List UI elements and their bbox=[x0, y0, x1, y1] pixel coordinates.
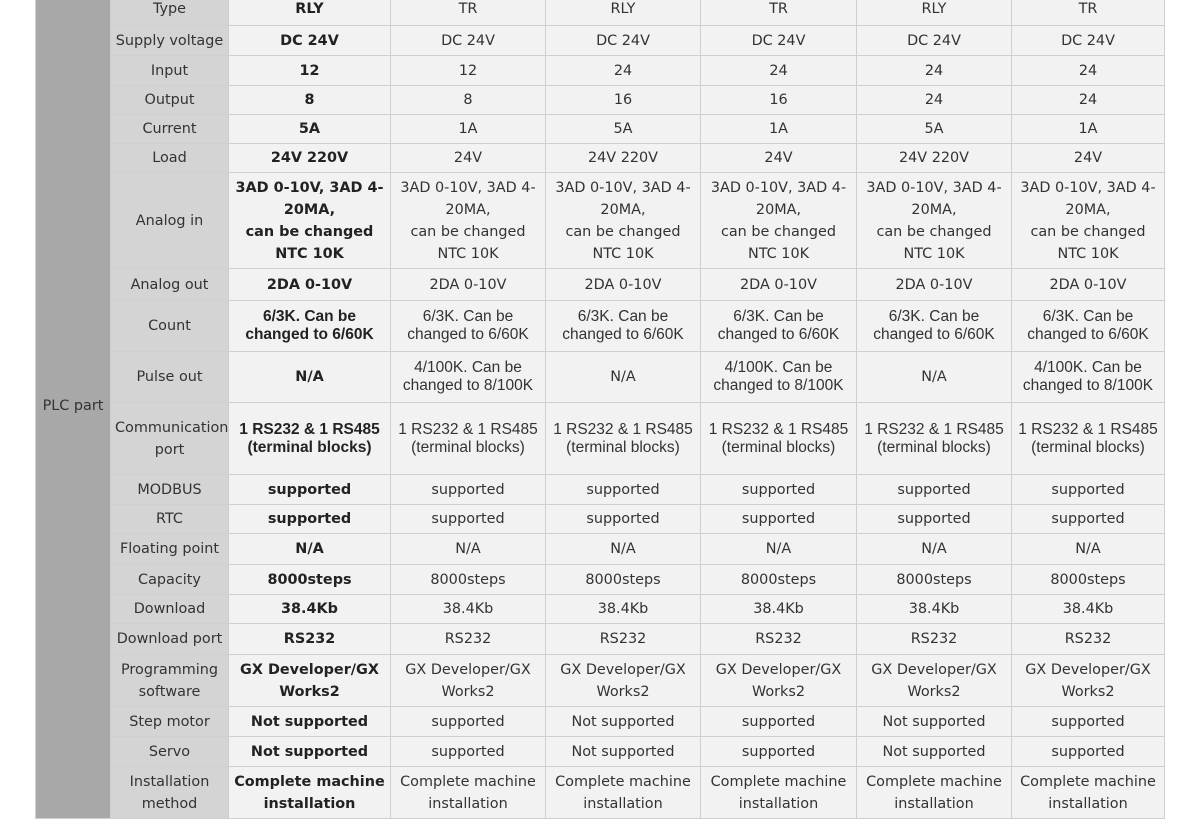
table-cell: 24 bbox=[1012, 56, 1165, 86]
table-cell: N/A bbox=[1012, 534, 1165, 565]
row-label-modbus: MODBUS bbox=[111, 475, 229, 505]
table-cell: 24 bbox=[857, 56, 1012, 86]
table-cell: supported bbox=[229, 505, 391, 534]
table-cell: supported bbox=[546, 475, 701, 505]
table-cell: supported bbox=[701, 505, 857, 534]
table-cell: GX Developer/GX Works2 bbox=[391, 655, 546, 707]
table-cell: 2DA 0-10V bbox=[546, 269, 701, 301]
table-cell: 1 RS232 & 1 RS485 (terminal blocks) bbox=[229, 403, 391, 475]
table-cell: GX Developer/GX Works2 bbox=[1012, 655, 1165, 707]
table-row bbox=[36, 269, 1165, 301]
table-cell: RS232 bbox=[857, 624, 1012, 655]
table-cell: N/A bbox=[701, 534, 857, 565]
table-cell: 12 bbox=[391, 56, 546, 86]
table-cell: N/A bbox=[857, 534, 1012, 565]
group-label-plc-part: PLC part bbox=[36, 0, 111, 819]
row-label-communication-port: Communication port bbox=[111, 403, 229, 475]
table-cell: N/A bbox=[229, 352, 391, 403]
table-cell: 5A bbox=[229, 115, 391, 144]
table-cell: RS232 bbox=[546, 624, 701, 655]
table-cell: 3AD 0-10V, 3AD 4-20MA, can be changed NTC 10K bbox=[701, 173, 857, 269]
row-label-rtc: RTC bbox=[111, 505, 229, 534]
table-cell: supported bbox=[546, 505, 701, 534]
table-cell: RLY bbox=[229, 0, 391, 26]
table-row bbox=[36, 655, 1165, 707]
table-cell: 8000steps bbox=[229, 565, 391, 595]
table-cell: supported bbox=[391, 505, 546, 534]
table-cell: 2DA 0-10V bbox=[1012, 269, 1165, 301]
row-label-analog-out: Analog out bbox=[111, 269, 229, 301]
table-cell: 12 bbox=[229, 56, 391, 86]
table-row bbox=[36, 144, 1165, 173]
table-cell: 24V 220V bbox=[229, 144, 391, 173]
row-label-step-motor: Step motor bbox=[111, 707, 229, 737]
table-cell: TR bbox=[701, 0, 857, 26]
table-row bbox=[36, 624, 1165, 655]
table-row bbox=[36, 534, 1165, 565]
table-cell: supported bbox=[701, 707, 857, 737]
table-cell: 38.4Kb bbox=[701, 595, 857, 624]
table-row bbox=[36, 565, 1165, 595]
table-cell: 8000steps bbox=[1012, 565, 1165, 595]
plc-spec-table bbox=[35, 0, 1165, 819]
table-cell: RLY bbox=[546, 0, 701, 26]
table-row bbox=[36, 403, 1165, 475]
table-cell: RS232 bbox=[391, 624, 546, 655]
table-cell: 8000steps bbox=[857, 565, 1012, 595]
table-cell: Not supported bbox=[546, 737, 701, 767]
table-cell: DC 24V bbox=[391, 26, 546, 56]
table-cell: 1A bbox=[701, 115, 857, 144]
table-cell: RS232 bbox=[701, 624, 857, 655]
row-label-programming-software: Programming software bbox=[111, 655, 229, 707]
row-label-installation-method: Installation method bbox=[111, 767, 229, 819]
table-row bbox=[36, 301, 1165, 352]
table-cell: 24V bbox=[701, 144, 857, 173]
table-cell: 3AD 0-10V, 3AD 4-20MA, can be changed NTC 10K bbox=[391, 173, 546, 269]
table-cell: 6/3K. Can be changed to 6/60K bbox=[1012, 301, 1165, 352]
table-cell: 1A bbox=[1012, 115, 1165, 144]
row-label-load: Load bbox=[111, 144, 229, 173]
table-cell: GX Developer/GX Works2 bbox=[701, 655, 857, 707]
table-cell: 1 RS232 & 1 RS485 (terminal blocks) bbox=[857, 403, 1012, 475]
table-cell: TR bbox=[1012, 0, 1165, 26]
row-label-count: Count bbox=[111, 301, 229, 352]
table-row bbox=[36, 115, 1165, 144]
table-cell: 8 bbox=[229, 86, 391, 115]
table-cell: N/A bbox=[546, 534, 701, 565]
table-cell: 2DA 0-10V bbox=[701, 269, 857, 301]
table-cell: Complete machine installation bbox=[546, 767, 701, 819]
table-cell: Complete machine installation bbox=[701, 767, 857, 819]
table-cell: 6/3K. Can be changed to 6/60K bbox=[229, 301, 391, 352]
table-row bbox=[36, 352, 1165, 403]
table-cell: 5A bbox=[546, 115, 701, 144]
table-cell: supported bbox=[391, 737, 546, 767]
table-cell: Complete machine installation bbox=[391, 767, 546, 819]
table-cell: 4/100K. Can be changed to 8/100K bbox=[1012, 352, 1165, 403]
table-row bbox=[36, 707, 1165, 737]
table-cell: GX Developer/GX Works2 bbox=[229, 655, 391, 707]
table-cell: 4/100K. Can be changed to 8/100K bbox=[701, 352, 857, 403]
table-cell: Not supported bbox=[546, 707, 701, 737]
table-cell: 38.4Kb bbox=[1012, 595, 1165, 624]
table-cell: 1 RS232 & 1 RS485 (terminal blocks) bbox=[391, 403, 546, 475]
table-cell: N/A bbox=[857, 352, 1012, 403]
table-cell: 24V 220V bbox=[857, 144, 1012, 173]
table-cell: supported bbox=[1012, 505, 1165, 534]
table-cell: DC 24V bbox=[229, 26, 391, 56]
table-cell: 3AD 0-10V, 3AD 4-20MA, can be changed NTC 10K bbox=[1012, 173, 1165, 269]
row-label-type: Type bbox=[111, 0, 229, 26]
table-cell: Complete machine installation bbox=[857, 767, 1012, 819]
table-cell: DC 24V bbox=[546, 26, 701, 56]
table-cell: 8000steps bbox=[391, 565, 546, 595]
row-label-supply-voltage: Supply voltage bbox=[111, 26, 229, 56]
row-label-floating-point: Floating point bbox=[111, 534, 229, 565]
table-cell: 24 bbox=[857, 86, 1012, 115]
table-cell: supported bbox=[1012, 475, 1165, 505]
table-cell: 38.4Kb bbox=[229, 595, 391, 624]
table-cell: 8000steps bbox=[701, 565, 857, 595]
table-cell: supported bbox=[1012, 737, 1165, 767]
table-cell: 1 RS232 & 1 RS485 (terminal blocks) bbox=[1012, 403, 1165, 475]
table-row bbox=[36, 26, 1165, 56]
table-cell: 2DA 0-10V bbox=[857, 269, 1012, 301]
table-cell: GX Developer/GX Works2 bbox=[857, 655, 1012, 707]
table-cell: DC 24V bbox=[857, 26, 1012, 56]
table-cell: 2DA 0-10V bbox=[229, 269, 391, 301]
table-cell: DC 24V bbox=[1012, 26, 1165, 56]
table-cell: 3AD 0-10V, 3AD 4-20MA, can be changed NTC 10K bbox=[857, 173, 1012, 269]
table-cell: supported bbox=[391, 707, 546, 737]
table-row bbox=[36, 173, 1165, 269]
table-cell: 6/3K. Can be changed to 6/60K bbox=[857, 301, 1012, 352]
table-cell: 24 bbox=[1012, 86, 1165, 115]
table-row bbox=[36, 737, 1165, 767]
table-cell: 6/3K. Can be changed to 6/60K bbox=[701, 301, 857, 352]
table-cell: 38.4Kb bbox=[546, 595, 701, 624]
table-cell: N/A bbox=[229, 534, 391, 565]
row-label-capacity: Capacity bbox=[111, 565, 229, 595]
table-row bbox=[36, 767, 1165, 819]
table-cell: 16 bbox=[701, 86, 857, 115]
table-cell: 24 bbox=[546, 56, 701, 86]
table-cell: 1 RS232 & 1 RS485 (terminal blocks) bbox=[546, 403, 701, 475]
table-cell: supported bbox=[701, 475, 857, 505]
table-cell: Not supported bbox=[857, 707, 1012, 737]
table-cell: Complete machine installation bbox=[1012, 767, 1165, 819]
table-cell: Not supported bbox=[229, 737, 391, 767]
table-cell: 8000steps bbox=[546, 565, 701, 595]
table-cell: Not supported bbox=[229, 707, 391, 737]
table-cell: 24 bbox=[701, 56, 857, 86]
row-label-download-port: Download port bbox=[111, 624, 229, 655]
table-cell: 6/3K. Can be changed to 6/60K bbox=[546, 301, 701, 352]
table-cell: supported bbox=[857, 505, 1012, 534]
table-cell: 2DA 0-10V bbox=[391, 269, 546, 301]
table-cell: N/A bbox=[391, 534, 546, 565]
table-cell: RLY bbox=[857, 0, 1012, 26]
table-row bbox=[36, 505, 1165, 534]
table-cell: supported bbox=[391, 475, 546, 505]
table-cell: 1A bbox=[391, 115, 546, 144]
table-row bbox=[36, 86, 1165, 115]
table-cell: RS232 bbox=[1012, 624, 1165, 655]
table-cell: 24V 220V bbox=[546, 144, 701, 173]
table-cell: GX Developer/GX Works2 bbox=[546, 655, 701, 707]
table-row bbox=[36, 56, 1165, 86]
table-cell: supported bbox=[1012, 707, 1165, 737]
table-cell: Complete machine installation bbox=[229, 767, 391, 819]
table-cell: 38.4Kb bbox=[857, 595, 1012, 624]
table-cell: 24V bbox=[391, 144, 546, 173]
row-label-servo: Servo bbox=[111, 737, 229, 767]
table-cell: 6/3K. Can be changed to 6/60K bbox=[391, 301, 546, 352]
table-cell: DC 24V bbox=[701, 26, 857, 56]
table-cell: 38.4Kb bbox=[391, 595, 546, 624]
table-cell: 5A bbox=[857, 115, 1012, 144]
table-cell: RS232 bbox=[229, 624, 391, 655]
table-cell: supported bbox=[857, 475, 1012, 505]
table-cell: 16 bbox=[546, 86, 701, 115]
table-cell: TR bbox=[391, 0, 546, 26]
table-cell: 3AD 0-10V, 3AD 4-20MA, can be changed NTC 10K bbox=[229, 173, 391, 269]
table-cell: 1 RS232 & 1 RS485 (terminal blocks) bbox=[701, 403, 857, 475]
table-cell: 4/100K. Can be changed to 8/100K bbox=[391, 352, 546, 403]
row-label-current: Current bbox=[111, 115, 229, 144]
table-cell: N/A bbox=[546, 352, 701, 403]
row-label-analog-in: Analog in bbox=[111, 173, 229, 269]
row-label-output: Output bbox=[111, 86, 229, 115]
row-label-download: Download bbox=[111, 595, 229, 624]
row-label-input: Input bbox=[111, 56, 229, 86]
table-cell: 24V bbox=[1012, 144, 1165, 173]
row-label-pulse-out: Pulse out bbox=[111, 352, 229, 403]
table-cell: supported bbox=[229, 475, 391, 505]
table-cell: 3AD 0-10V, 3AD 4-20MA, can be changed NTC 10K bbox=[546, 173, 701, 269]
table-row bbox=[36, 475, 1165, 505]
table-cell: supported bbox=[701, 737, 857, 767]
table-cell: Not supported bbox=[857, 737, 1012, 767]
table-row bbox=[36, 595, 1165, 624]
table-cell: 8 bbox=[391, 86, 546, 115]
table-row bbox=[36, 0, 1165, 26]
